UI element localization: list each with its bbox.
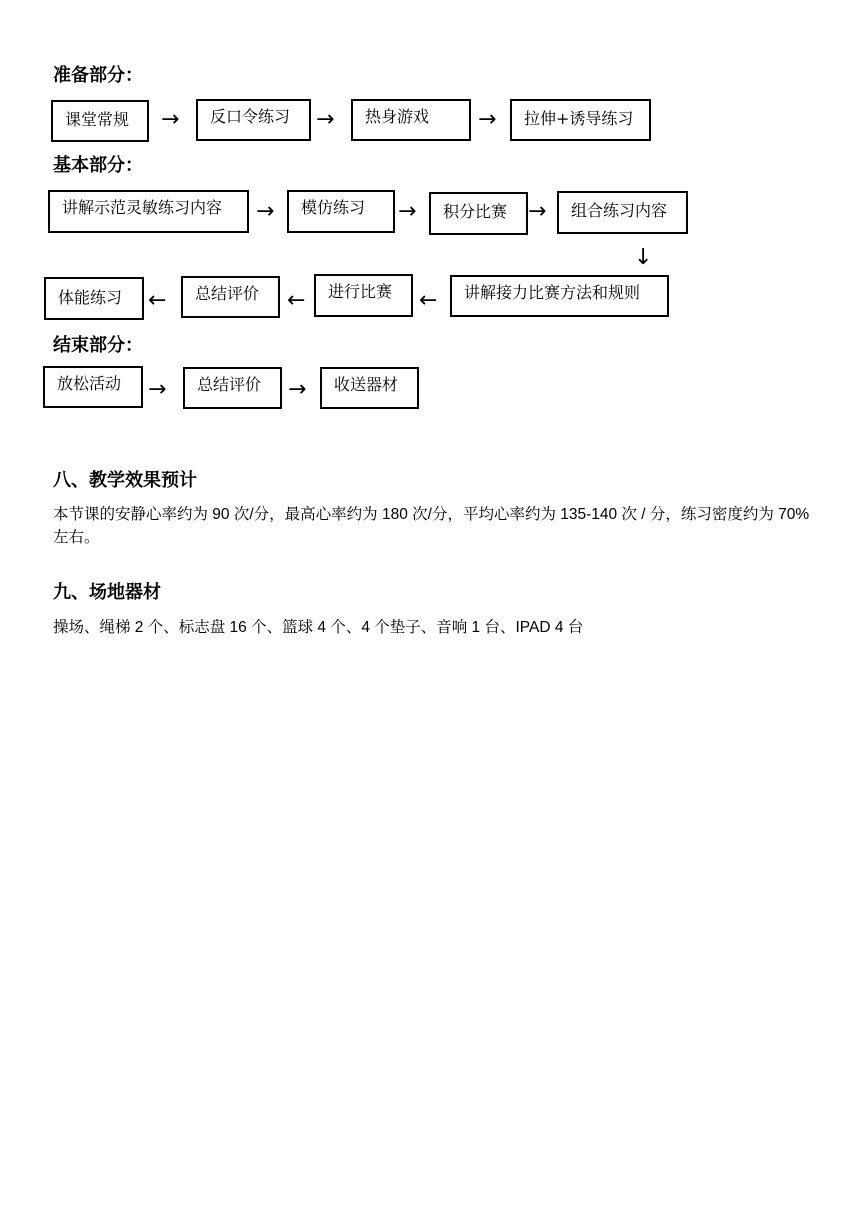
- flow-step-hold-match: 进行比赛: [314, 274, 413, 317]
- section8-text: 本节课的安静心率约为 90 次/分，最高心率约为 180 次/分，平均心率约为 135-140 次 / 分，练习密度约为 70%左右。: [53, 506, 810, 546]
- right-arrow-icon: →: [256, 199, 275, 224]
- flow-step-summary-evaluation-end: 总结评价: [183, 367, 282, 409]
- flow-step-warmup-game: 热身游戏: [351, 99, 471, 141]
- right-arrow-icon: →: [288, 377, 307, 402]
- prep-section-title: 准备部分：: [53, 65, 143, 86]
- flow-step-explain-agility: 讲解示范灵敏练习内容: [48, 190, 249, 233]
- flow-step-imitation: 模仿练习: [287, 190, 395, 233]
- flow-step-relay-rules: 讲解接力比赛方法和规则: [450, 275, 669, 317]
- left-arrow-icon: ←: [419, 288, 438, 313]
- right-arrow-icon: →: [316, 107, 335, 132]
- flow-step-fitness-practice: 体能练习: [44, 277, 144, 320]
- end-section-title: 结束部分：: [53, 335, 143, 356]
- right-arrow-icon: →: [161, 107, 180, 132]
- right-arrow-icon: →: [528, 199, 547, 224]
- flow-step-reverse-command: 反口令练习: [196, 99, 311, 141]
- flow-step-points-match: 积分比赛: [429, 192, 528, 235]
- flow-step-relax: 放松活动: [43, 366, 143, 408]
- right-arrow-icon: →: [398, 199, 417, 224]
- flow-step-equipment: 收送器材: [320, 367, 419, 409]
- right-arrow-icon: →: [148, 377, 167, 402]
- down-arrow-icon: ↓: [634, 245, 653, 270]
- right-arrow-icon: →: [478, 107, 497, 132]
- flow-step-stretch-lead: 拉伸+诱导练习: [510, 99, 651, 141]
- section9-text: 操场、绳梯 2 个、标志盘 16 个、篮球 4 个、4 个垫子、音响 1 台、IPAD 4 台: [53, 619, 584, 636]
- section9-title: 九、场地器材: [53, 582, 161, 603]
- flow-step-class-routine: 课堂常规: [51, 100, 149, 142]
- left-arrow-icon: ←: [287, 288, 306, 313]
- section8-title: 八、教学效果预计: [53, 470, 197, 491]
- flow-step-combined-practice: 组合练习内容: [557, 191, 688, 234]
- left-arrow-icon: ←: [148, 288, 167, 313]
- basic-section-title: 基本部分：: [53, 155, 143, 176]
- flow-step-summary-evaluation: 总结评价: [181, 276, 280, 318]
